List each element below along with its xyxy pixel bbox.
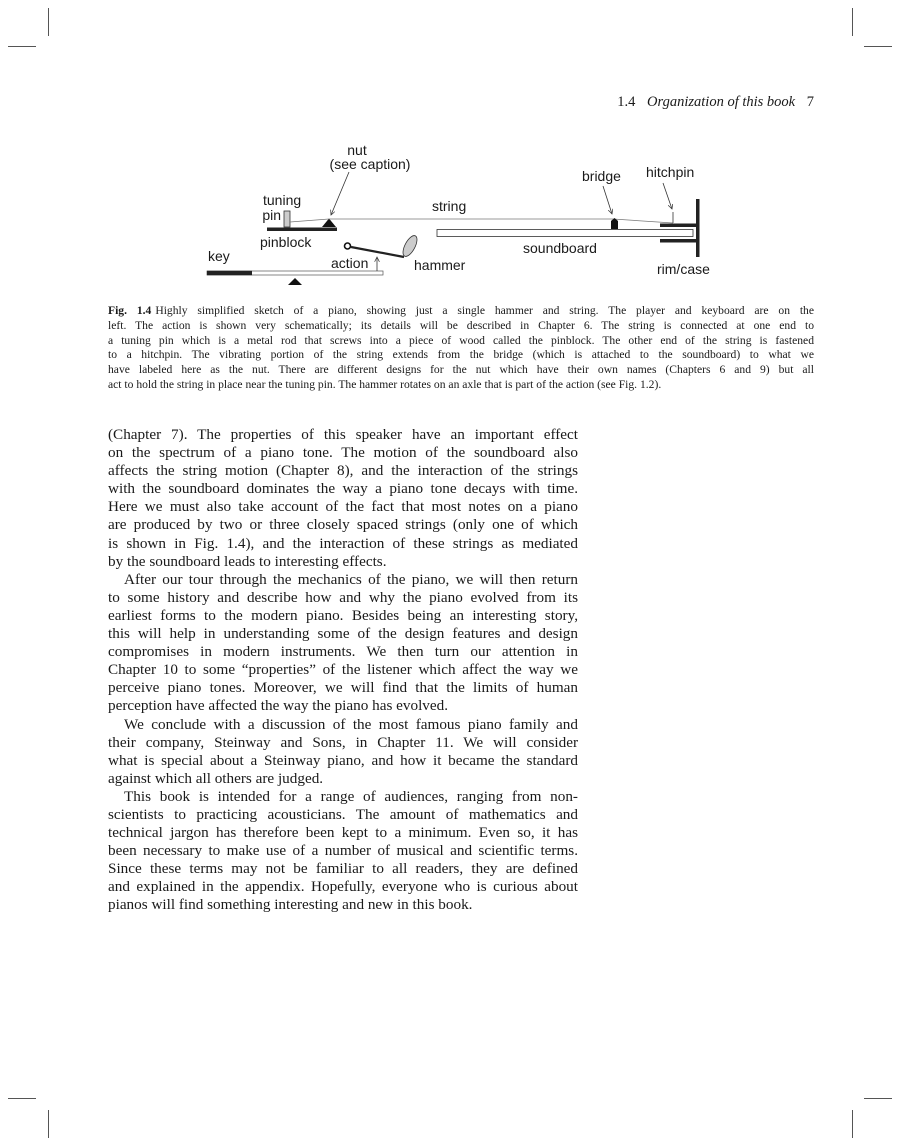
text-line: been necessary to make use of a number of musical and scientific terms. [108, 842, 578, 860]
paragraph [108, 426, 578, 571]
label-pin: pin [262, 207, 281, 223]
paragraph [108, 716, 578, 788]
text-line: scientists to practicing acousticians. The amount of mathematics and [108, 805, 578, 823]
caption-line-text: left. The action is shown very schematically; its details will be described in Chapter 6. The string is connected at one end to [108, 318, 814, 332]
bridge-arrow [603, 186, 612, 214]
label-hammer: hammer [414, 257, 466, 273]
caption-line-text: Highly simplified sketch of a piano, showing just a single hammer and string. The player and keyboard are on the [155, 304, 814, 317]
text-line: pianos will find something interesting and new in this book. [108, 896, 473, 914]
text-line: Chapter 10 to some “properties” of the listener which affect the way we [108, 661, 578, 679]
label-bridge: bridge [582, 168, 621, 184]
caption-label: Fig. 1.4 [108, 304, 152, 317]
rim-case [696, 199, 700, 257]
nut-arrow [331, 172, 349, 215]
text-line: (Chapter 7). The properties of this speaker have an important effect [108, 426, 578, 443]
caption-line-text: have labeled here as the nut. There are different designs for the nut which have their own names (Chapters 6 and 9) but all [108, 363, 814, 377]
text-line: This book is intended for a range of audiences, ranging from non- [124, 787, 578, 805]
piano-sketch-figure [0, 0, 900, 300]
text-line: Here we must also take account of the fact that most notes on a piano [108, 498, 578, 516]
text-line: are produced by two or three closely spaced strings (only one of which [108, 516, 578, 534]
text-line: After our tour through the mechanics of the piano, we will then return [124, 570, 578, 588]
hitchpin-arrow [663, 183, 672, 209]
label-key: key [208, 248, 230, 264]
text-line: what is special about a Steinway piano, and how it became the standard [108, 751, 578, 769]
key-fulcrum [288, 278, 302, 285]
label-action: action [331, 255, 369, 271]
text-line: technical jargon has therefore been kept to a minimum. Even so, it has [108, 824, 578, 842]
rim-lower-bar [660, 239, 697, 243]
label-soundboard: soundboard [523, 240, 597, 256]
text-line: is shown in Fig. 1.4), and the interaction of these strings as mediated [108, 534, 578, 552]
page-number: 7 [806, 94, 814, 110]
text-line: their company, Steinway and Sons, in Chapter 11. We will consider [108, 733, 578, 751]
figure-caption [108, 304, 814, 393]
hammer-head [400, 233, 420, 258]
crop-mark [852, 1110, 853, 1138]
pinblock [267, 228, 337, 232]
label-tuning: tuning [263, 192, 302, 208]
tuning-pin [284, 211, 290, 227]
label-nut-note: (see caption) [329, 156, 411, 172]
section-number: 1.4 [617, 94, 636, 110]
text-line: against which all others are judged. [108, 769, 324, 787]
text-line: perception have affected the way the piano has evolved. [108, 697, 449, 715]
text-line: on the spectrum of a piano tone. The motion of the soundboard also [108, 444, 578, 462]
text-line: perceive piano tones. Moreover, we will find that the limits of human [108, 679, 578, 697]
caption-line [108, 304, 814, 319]
text-line: affects the string motion (Chapter 8), and the interaction of the strings [108, 462, 578, 480]
label-pinblock: pinblock [260, 234, 312, 250]
action-axle [345, 243, 351, 249]
text-line: by the soundboard leads to interesting effects. [108, 552, 387, 570]
text-line: to some history and describe how and why the piano evolved from its [108, 588, 578, 606]
caption-line-text: a tuning pin which is a metal rod that screws into a piece of wood called the pinblock. The other end of the string is fastened [108, 333, 814, 347]
caption-line-text: act to hold the string in place near the tuning pin. The hammer rotates on an axle that is part of the action (see Fig. 1.2). [108, 377, 662, 391]
crop-mark [864, 1098, 892, 1099]
text-line: this will help in understanding some of the design features and design [108, 625, 578, 643]
paragraph [108, 571, 578, 716]
label-nut: nut [347, 142, 367, 158]
caption-line [108, 348, 814, 363]
soundboard [437, 230, 693, 237]
caption-line [108, 319, 814, 334]
section-title: Organization of this book [647, 94, 796, 110]
text-line: We conclude with a discussion of the most famous piano family and [124, 715, 578, 733]
crop-mark [8, 1098, 36, 1099]
text-line: with the soundboard dominates the way a piano tone decays with time. [108, 480, 578, 498]
caption-line [108, 363, 814, 378]
rim-upper-bar [660, 224, 697, 228]
text-line: earliest forms to the modern piano. Besides being an interesting story, [108, 606, 578, 624]
caption-line [108, 378, 814, 393]
label-string: string [432, 198, 467, 214]
body-text [108, 426, 578, 915]
key-dark-end [207, 271, 252, 275]
label-hitchpin: hitchpin [646, 164, 695, 180]
text-line: and explained in the appendix. Hopefully, everyone who is curious about [108, 878, 578, 896]
caption-line [108, 334, 814, 349]
crop-mark [48, 1110, 49, 1138]
text-line: Since these terms may not be familiar to all readers, they are defined [108, 860, 578, 878]
label-rim-case: rim/case [657, 261, 710, 277]
caption-line-text: to a hitchpin. The vibrating portion of the string extends from the bridge (which is attached to the soundboard) to what we [108, 348, 814, 362]
text-line: compromises in modern instruments. We then turn our attention in [108, 643, 578, 661]
paragraph [108, 788, 578, 915]
